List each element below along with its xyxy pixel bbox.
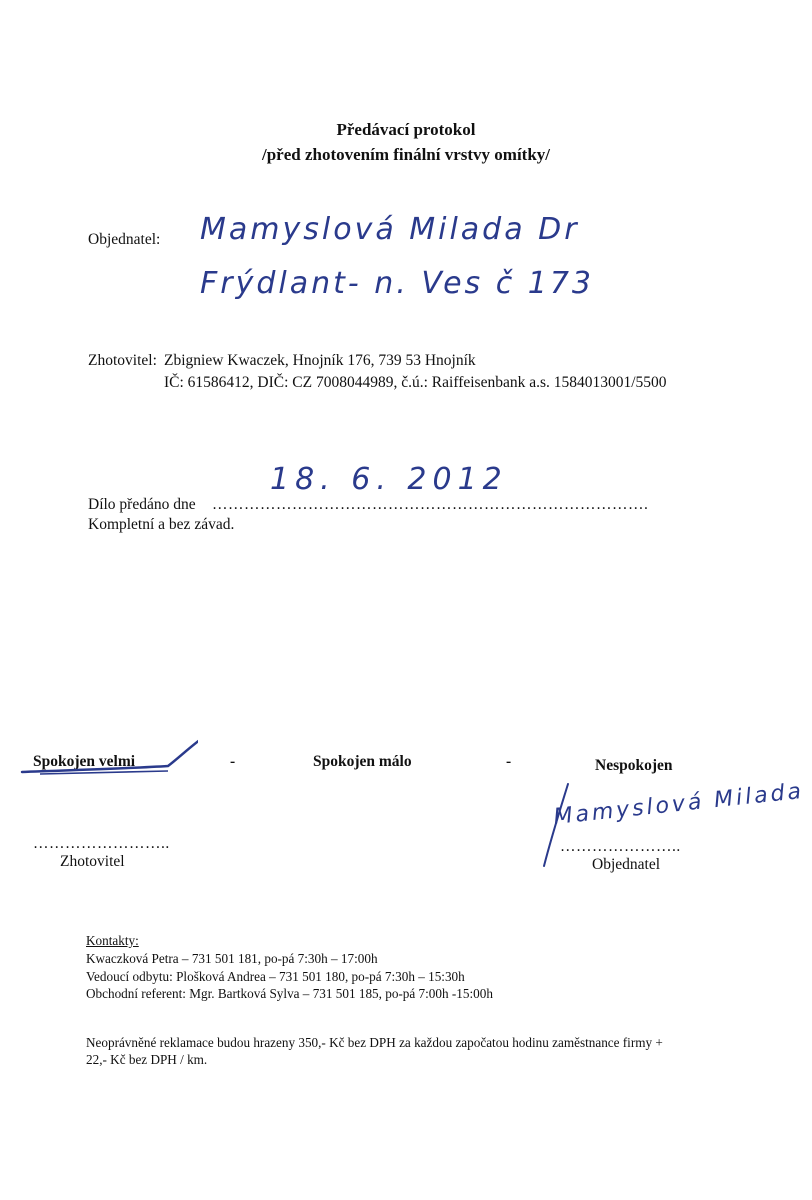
satisfaction-option-little-satisfied: Spokojen málo xyxy=(313,753,412,770)
satisfaction-option-unsatisfied: Nespokojen xyxy=(595,757,673,774)
handover-label: Dílo předáno dne xyxy=(88,496,196,513)
satisfaction-separator-1: - xyxy=(230,753,236,770)
signature-flourish-icon xyxy=(538,780,578,870)
objednatel-label: Objednatel: xyxy=(88,231,161,248)
handover-complete-text: Kompletní a bez závad. xyxy=(88,516,235,533)
document-subtitle: /před zhotovením finální vrstvy omítky/ xyxy=(261,145,551,164)
objednatel-signature-handwritten: Mamyslová Milada xyxy=(552,778,806,830)
signature-line-objednatel: ………………….. xyxy=(560,838,681,855)
checkmark-stroke-icon xyxy=(18,732,198,777)
satisfaction-separator-2: - xyxy=(506,753,512,770)
signature-label-zhotovitel: Zhotovitel xyxy=(60,853,125,870)
notice-line-2: 22,- Kč bez DPH / km. xyxy=(86,1052,208,1067)
objednatel-handwritten-address: Frýdlant- n. Ves č 173 xyxy=(200,266,595,301)
contact-line: Kwaczková Petra – 731 501 181, po-pá 7:30h – 17:00h xyxy=(86,951,378,966)
zhotovitel-address: Zbigniew Kwaczek, Hnojník 176, 739 53 Hnojník xyxy=(164,352,476,369)
satisfaction-option-very-satisfied: Spokojen velmi xyxy=(33,753,136,770)
handover-date-handwritten: 18. 6. 2012 xyxy=(270,462,508,497)
zhotovitel-ids: IČ: 61586412, DIČ: CZ 7008044989, č.ú.: Raiffeisenbank a.s. 1584013001/5500 xyxy=(164,374,667,391)
signature-label-objednatel: Objednatel xyxy=(592,856,661,873)
contacts-heading: Kontakty: xyxy=(86,933,139,948)
contact-line: Vedoucí odbytu: Plošková Andrea – 731 501 180, po-pá 7:30h – 15:30h xyxy=(86,969,465,984)
handover-date-dotted-line: ………………………………………………………………………. xyxy=(212,496,649,513)
zhotovitel-label: Zhotovitel: xyxy=(88,352,157,369)
signature-line-zhotovitel: …………………….. xyxy=(33,835,170,852)
contact-line: Obchodní referent: Mgr. Bartková Sylva – 731 501 185, po-pá 7:00h -15:00h xyxy=(86,986,493,1001)
objednatel-handwritten-name: Mamyslová Milada Dr xyxy=(200,212,580,247)
notice-line-1: Neoprávněné reklamace budou hrazeny 350,- Kč bez DPH za každou započatou hodinu zaměstnance firmy + xyxy=(86,1035,663,1050)
document-title: Předávací protokol xyxy=(336,120,476,139)
